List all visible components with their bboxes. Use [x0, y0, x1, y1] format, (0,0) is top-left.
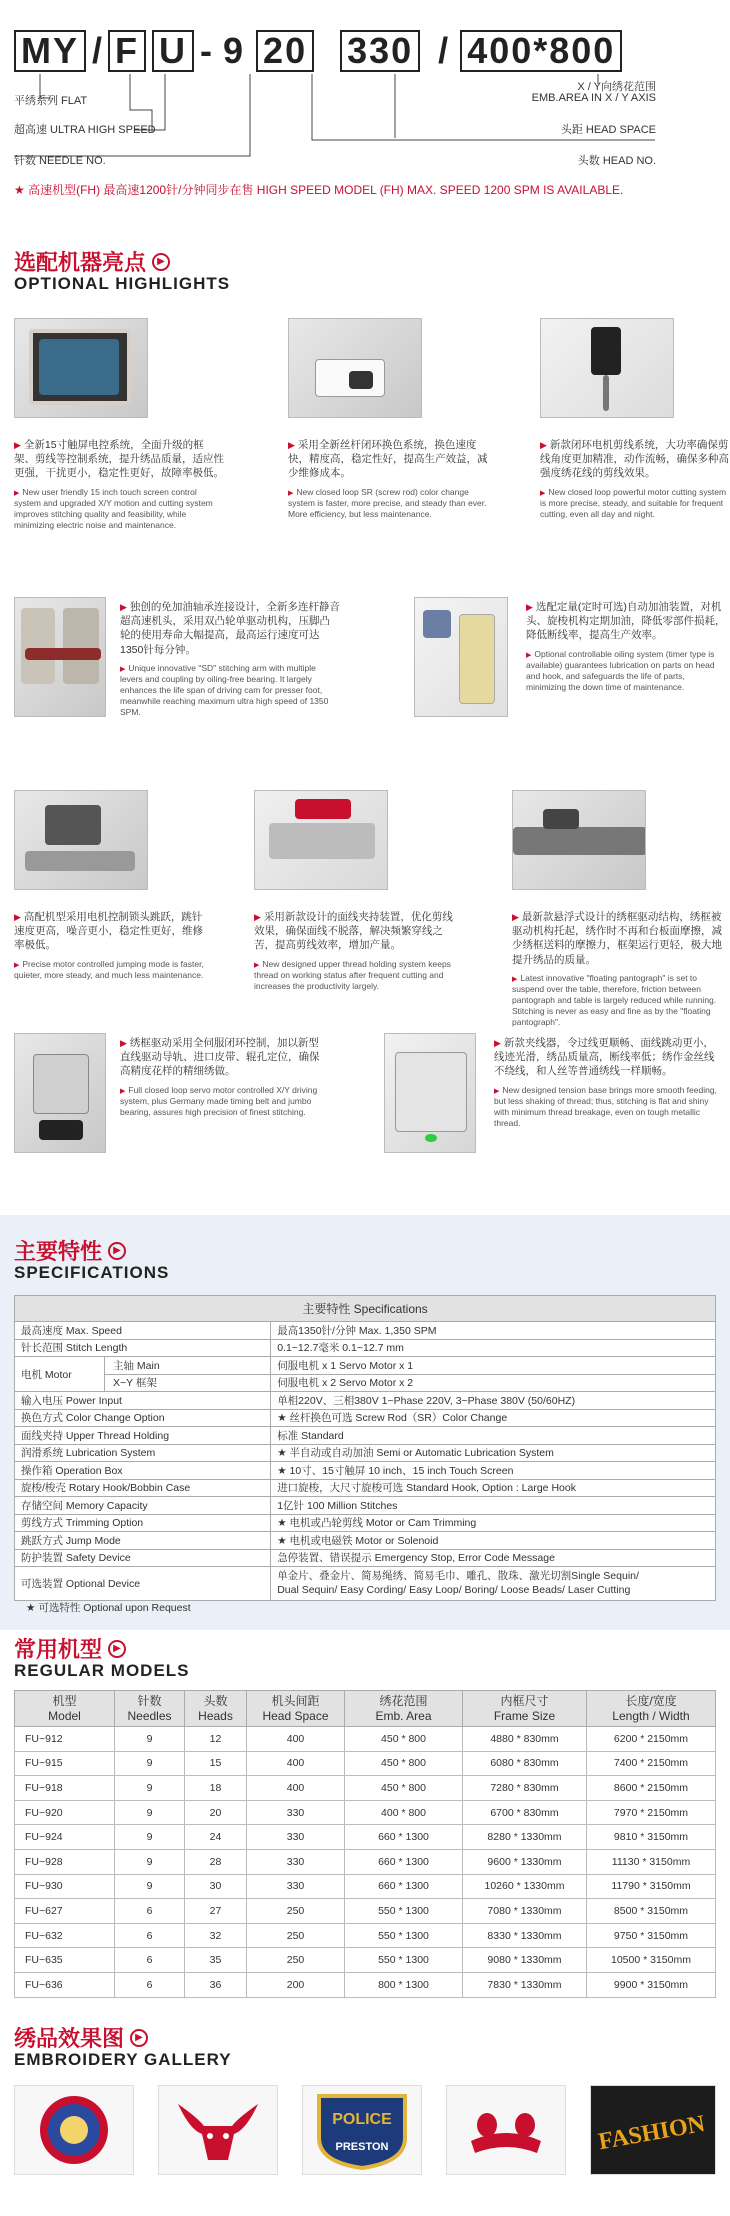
gallery-image-eagle-patch	[14, 2085, 134, 2175]
spec-row: 存储空间 Memory Capacity 1亿针 100 Million Stitches	[15, 1497, 716, 1515]
model-cell: 450 * 800	[345, 1751, 463, 1776]
highlight-8: ▶ 最新款悬浮式设计的绣框驱动结构，绣框被驱动机构托起，绣作时不再和台板面摩擦，减少绣框送料的摩擦力，框架运行更轻，极大地提升绣品的质量。 ▶ Latest innovative "floating pantograph" is set to suspend over the table, therefore, friction between pantograph and table is largely reduced while running. Stitching is never as easy and fine as by the "floating pantograph".	[512, 910, 722, 1028]
model-cell: 550 * 1300	[345, 1923, 463, 1948]
highlights-title-en: OPTIONAL HIGHLIGHTS	[14, 274, 231, 293]
svg-text:PRESTON: PRESTON	[335, 2141, 389, 2153]
highlight-6: ▶ 高配机型采用电机控制锁头跳跃，跳针速度更高，噪音更小，稳定性更好，维修率极低。 ▶ Precise motor controlled jumping mode is faster, quieter, more steady, and much less maintenance.	[14, 910, 204, 981]
highlight-5: ▶ 选配定量(定时可选)自动加油装置，对机头、旋梭机构定期加油，降低零部件损耗，降低断线率，提高生产效率。 ▶ Optional controllable oiling system (timer type is available) guarantees lubrication on parts on head and hook, and safeguards the life of parts, minimizing the down time of maintenance.	[526, 600, 726, 693]
model-cell: 450 * 800	[345, 1776, 463, 1801]
model-cell: 4880 * 830mm	[463, 1727, 587, 1752]
label-needle: 针数 NEEDLE NO.	[14, 155, 106, 167]
gallery-image-fashion	[590, 2085, 716, 2175]
model-cell: 6200 * 2150mm	[587, 1727, 716, 1752]
model-cell: 9	[115, 1776, 185, 1801]
model-row	[15, 1776, 716, 1801]
models-title-en: REGULAR MODELS	[14, 1661, 190, 1680]
code-f: F	[108, 30, 146, 72]
model-cell: FU~928	[15, 1849, 115, 1874]
spec-row: 操作箱 Operation Box ★ 10寸、15寸触屏 10 inch、15 inch Touch Screen	[15, 1462, 716, 1480]
spec-row: 剪线方式 Trimming Option ★ 电机或凸轮剪线 Motor or Cam Trimming	[15, 1514, 716, 1532]
photo-jump-motor	[14, 790, 148, 890]
model-row	[15, 1972, 716, 1997]
model-cell: 35	[185, 1948, 247, 1973]
highlight-7: ▶ 采用新款设计的面线夹持装置，优化剪线效果，确保面线不脱落，解决频繁穿线之苦，提高剪线效率，增加产量。 ▶ New designed upper thread holding system keeps thread on working status after frequent cutting and increases the productivity largely.	[254, 910, 454, 992]
model-cell: 400	[247, 1727, 345, 1752]
col-head-space: 机头间距 Head Space	[247, 1691, 345, 1727]
label-ultra: 超高速 ULTRA HIGH SPEED	[14, 124, 156, 136]
models-title-cn: 常用机型 ▶	[14, 1633, 126, 1664]
photo-cutting-motor	[540, 318, 674, 418]
model-cell: 18	[185, 1776, 247, 1801]
model-cell: 6	[115, 1948, 185, 1973]
model-cell: FU~632	[15, 1923, 115, 1948]
label-xy-en: EMB.AREA IN X / Y AXIS	[531, 92, 656, 104]
model-cell: FU~930	[15, 1874, 115, 1899]
high-speed-note: ★ 高速机型(FH) 最高速1200针/分钟同步在售 HIGH SPEED MODEL (FH) MAX. SPEED 1200 SPM IS AVAILABLE.	[14, 183, 624, 197]
photo-thread-holding	[254, 790, 388, 890]
model-row	[15, 1849, 716, 1874]
model-cell: 250	[247, 1923, 345, 1948]
col-emb-area: 绣花范围 Emb. Area	[345, 1691, 463, 1727]
code-dash: -	[200, 30, 213, 71]
model-cell: 32	[185, 1923, 247, 1948]
model-cell: 28	[185, 1849, 247, 1874]
label-flat: 平绣系列 FLAT	[14, 95, 88, 107]
spec-row-optional: 可选装置 Optional Device 单金片、叠金片、简易绳绣、简易毛巾、雕孔、散珠、激光切割Single Sequin/ Dual Sequin/ Easy Cording/ Easy Loop/ Boring/ Loose Beads/ Laser Cutting	[15, 1567, 716, 1601]
models-body	[15, 1727, 716, 1998]
photo-servo-drive	[14, 1033, 106, 1153]
model-cell: 250	[247, 1948, 345, 1973]
gallery-title-en: EMBROIDERY GALLERY	[14, 2050, 232, 2069]
photo-color-change	[288, 318, 422, 418]
spec-row: 针长范围 Stitch Length 0.1~12.7毫米 0.1~12.7 mm	[15, 1339, 716, 1357]
label-xy-cn: X / Y向绣花范围	[577, 81, 656, 93]
code-heads: 20	[256, 30, 314, 72]
code-slash-2: /	[438, 30, 449, 71]
model-cell: 7080 * 1330mm	[463, 1899, 587, 1924]
col-needles: 针数 Needles	[115, 1691, 185, 1727]
arrow-circle-icon: ▶	[108, 1242, 126, 1260]
col-frame-size: 内框尺寸 Frame Size	[463, 1691, 587, 1727]
photo-stitching-arm	[14, 597, 106, 717]
highlight-9: ▶ 绣框驱动采用全伺服闭环控制，加以新型直线驱动导轨、进口皮带、辊孔定位，确保高精度花样的精细绣做。 ▶ Full closed loop servo motor controlled X/Y driving system, plus Germany made timing belt and jumbo bearing, assures high precision of finest stitching.	[120, 1036, 320, 1118]
model-cell: 7830 * 1330mm	[463, 1972, 587, 1997]
model-cell: 11790 * 3150mm	[587, 1874, 716, 1899]
model-cell: 9600 * 1330mm	[463, 1849, 587, 1874]
model-cell: 250	[247, 1899, 345, 1924]
arrow-circle-icon: ▶	[108, 1640, 126, 1658]
model-cell: 200	[247, 1972, 345, 1997]
code-needles: 9	[223, 30, 246, 71]
model-cell: 550 * 1300	[345, 1948, 463, 1973]
spec-row: 旋梭/梭壳 Rotary Hook/Bobbin Case 进口旋梭，大尺寸旋梭可选 Standard Hook, Option : Large Hook	[15, 1479, 716, 1497]
gallery-image-bull	[158, 2085, 278, 2175]
model-cell: 15	[185, 1751, 247, 1776]
model-cell: 7280 * 830mm	[463, 1776, 587, 1801]
specs-footnote: ★ 可选特性 Optional upon Request	[26, 1602, 191, 1614]
gallery-image-police-patch	[302, 2085, 422, 2175]
label-head-no: 头数 HEAD NO.	[577, 155, 656, 167]
model-cell: 9750 * 3150mm	[587, 1923, 716, 1948]
model-cell: 330	[247, 1849, 345, 1874]
model-cell: 9080 * 1330mm	[463, 1948, 587, 1973]
col-heads: 头数 Heads	[185, 1691, 247, 1727]
model-cell: 9	[115, 1874, 185, 1899]
model-cell: 6080 * 830mm	[463, 1751, 587, 1776]
model-cell: 6	[115, 1923, 185, 1948]
specs-table	[14, 1295, 716, 1601]
specs-header: 主要特性 Specifications	[15, 1296, 716, 1322]
svg-text:POLICE: POLICE	[332, 2111, 392, 2128]
highlight-2: ▶ 采用全新丝杆闭环换色系统，换色速度快，精度高，稳定性好，提高生产效益，减少维修成本。 ▶ New closed loop SR (screw rod) color change system is faster, more precise, and steady than ever. More efficiency, but less maintenance.	[288, 438, 488, 520]
model-cell: 660 * 1300	[345, 1849, 463, 1874]
model-cell: 24	[185, 1825, 247, 1850]
photo-tension-base	[384, 1033, 476, 1153]
model-cell: 6	[115, 1972, 185, 1997]
model-cell: FU~915	[15, 1751, 115, 1776]
model-cell: 450 * 800	[345, 1727, 463, 1752]
model-cell: 10500 * 3150mm	[587, 1948, 716, 1973]
model-cell: 8500 * 3150mm	[587, 1899, 716, 1924]
model-cell: 550 * 1300	[345, 1899, 463, 1924]
model-cell: 330	[247, 1874, 345, 1899]
model-cell: 330	[247, 1825, 345, 1850]
highlight-4: ▶ 独创的免加油轴承连接设计，全新多连杆静音超高速机头，采用双凸轮单驱动机构，压脚凸轮的使用寿命大幅提高，最高运行速度可达1350针每分钟。 ▶ Unique innovative "SD" stitching arm with multiple levers and coupling by oiling-free bearing. It largely enhances the life span of driving cam for presser foot, meanwhile reaching maximum ultra high speed of 1350 SPM.	[120, 600, 340, 718]
model-cell: 10260 * 1330mm	[463, 1874, 587, 1899]
model-cell: FU~636	[15, 1972, 115, 1997]
model-cell: 27	[185, 1899, 247, 1924]
model-row	[15, 1727, 716, 1752]
model-cell: 20	[185, 1800, 247, 1825]
models-table	[14, 1690, 716, 1998]
model-cell: 9	[115, 1825, 185, 1850]
model-cell: 660 * 1300	[345, 1825, 463, 1850]
model-cell: 9	[115, 1800, 185, 1825]
model-row	[15, 1899, 716, 1924]
highlight-1: ▶ 全新15寸触屏电控系统，全面升级的框架、剪线等控制系统，提升绣品质量，适应性更强，干扰更小，稳定性更好，故障率极低。 ▶ New user friendly 15 inch touch screen control system and upgraded X/Y motion and cutting system improves stitching quality and feasibility, while minimizing electric noise and maintenance.	[14, 438, 224, 531]
model-cell: 9	[115, 1751, 185, 1776]
model-cell: FU~627	[15, 1899, 115, 1924]
spec-row: 输入电压 Power Input 单相220V、三相380V 1~Phase 220V, 3~Phase 380V (50/60HZ)	[15, 1392, 716, 1410]
col-length-width: 长度/宽度 Length / Width	[587, 1691, 716, 1727]
code-u: U	[152, 30, 194, 72]
model-cell: 7400 * 2150mm	[587, 1751, 716, 1776]
model-cell: 660 * 1300	[345, 1874, 463, 1899]
model-cell: 9	[115, 1727, 185, 1752]
photo-oiling-system	[414, 597, 508, 717]
model-cell: 6	[115, 1899, 185, 1924]
spec-row-motor-xy: X~Y 框架 伺服电机 x 2 Servo Motor x 2	[15, 1374, 716, 1392]
model-row	[15, 1923, 716, 1948]
model-cell: 6700 * 830mm	[463, 1800, 587, 1825]
highlight-3: ▶ 新款闭环电机剪线系统，大功率确保剪线角度更加精准，动作流畅，确保多种高强度绣花线的剪线效果。 ▶ New closed loop powerful motor cutting system is more precise, steady, and suitable for frequent cutting, even all day and night.	[540, 438, 730, 520]
spec-row: 最高速度 Max. Speed 最高1350针/分钟 Max. 1,350 SPM	[15, 1322, 716, 1340]
model-cell: FU~924	[15, 1825, 115, 1850]
spec-row: 防护装置 Safety Device 急停装置、错误提示 Emergency Stop, Error Code Message	[15, 1549, 716, 1567]
model-cell: FU~918	[15, 1776, 115, 1801]
specs-title-cn: 主要特性 ▶	[14, 1235, 126, 1266]
model-cell: 8600 * 2150mm	[587, 1776, 716, 1801]
arrow-circle-icon: ▶	[152, 253, 170, 271]
model-cell: 11130 * 3150mm	[587, 1849, 716, 1874]
model-row	[15, 1874, 716, 1899]
model-cell: 400	[247, 1776, 345, 1801]
highlights-title-cn: 选配机器亮点 ▶	[14, 246, 170, 277]
photo-touch-screen	[14, 318, 148, 418]
model-cell: FU~920	[15, 1800, 115, 1825]
model-cell: 9900 * 3150mm	[587, 1972, 716, 1997]
code-area: 400*800	[460, 30, 622, 72]
models-header-row	[15, 1691, 716, 1727]
model-cell: 9	[115, 1849, 185, 1874]
spec-row: 面线夹持 Upper Thread Holding 标准 Standard	[15, 1427, 716, 1445]
model-cell: 800 * 1300	[345, 1972, 463, 1997]
code-slash: /	[92, 30, 103, 71]
model-cell: FU~912	[15, 1727, 115, 1752]
model-cell: 9810 * 3150mm	[587, 1825, 716, 1850]
highlight-10: ▶ 新款夹线器，令过线更顺畅、面线跳动更小，线迹光滑，绣品质量高，断线率低；绣作金丝线不绕线，和人丝等普通绣线一样顺畅。 ▶ New designed tension base brings more smooth feeding, but less shaking of thread; thus, stitching is flat and shiny with minimum thread breakage, even on tough metallic thread.	[494, 1036, 724, 1129]
model-cell: 330	[247, 1800, 345, 1825]
gallery-image-kappa	[446, 2085, 566, 2175]
code-my: MY	[14, 30, 86, 72]
model-cell: 400	[247, 1751, 345, 1776]
model-cell: 400 * 800	[345, 1800, 463, 1825]
model-cell: FU~635	[15, 1948, 115, 1973]
photo-floating-pantograph	[512, 790, 646, 890]
model-cell: 30	[185, 1874, 247, 1899]
model-cell: 8330 * 1330mm	[463, 1923, 587, 1948]
model-cell: 7970 * 2150mm	[587, 1800, 716, 1825]
model-cell: 8280 * 1330mm	[463, 1825, 587, 1850]
model-row	[15, 1948, 716, 1973]
spec-row: 跳跃方式 Jump Mode ★ 电机或电磁铁 Motor or Solenoid	[15, 1532, 716, 1550]
spec-row-motor: 电机 Motor 主轴 Main 伺服电机 x 1 Servo Motor x 1	[15, 1357, 716, 1375]
code-head-space: 330	[340, 30, 420, 72]
model-row	[15, 1800, 716, 1825]
model-cell: 12	[185, 1727, 247, 1752]
model-cell: 36	[185, 1972, 247, 1997]
label-head-space: 头距 HEAD SPACE	[560, 124, 656, 136]
col-model: 机型 Model	[15, 1691, 115, 1727]
gallery-title-cn: 绣品效果图 ▶	[14, 2022, 148, 2053]
svg-text:FASHION: FASHION	[596, 2110, 708, 2156]
specs-title-en: SPECIFICATIONS	[14, 1263, 170, 1282]
model-row	[15, 1825, 716, 1850]
arrow-circle-icon: ▶	[130, 2029, 148, 2047]
spec-row: 换色方式 Color Change Option ★ 丝杆换色可选 Screw Rod（SR）Color Change	[15, 1409, 716, 1427]
spec-row: 润滑系统 Lubrication System ★ 半自动或自动加油 Semi or Automatic Lubrication System	[15, 1444, 716, 1462]
model-row	[15, 1751, 716, 1776]
